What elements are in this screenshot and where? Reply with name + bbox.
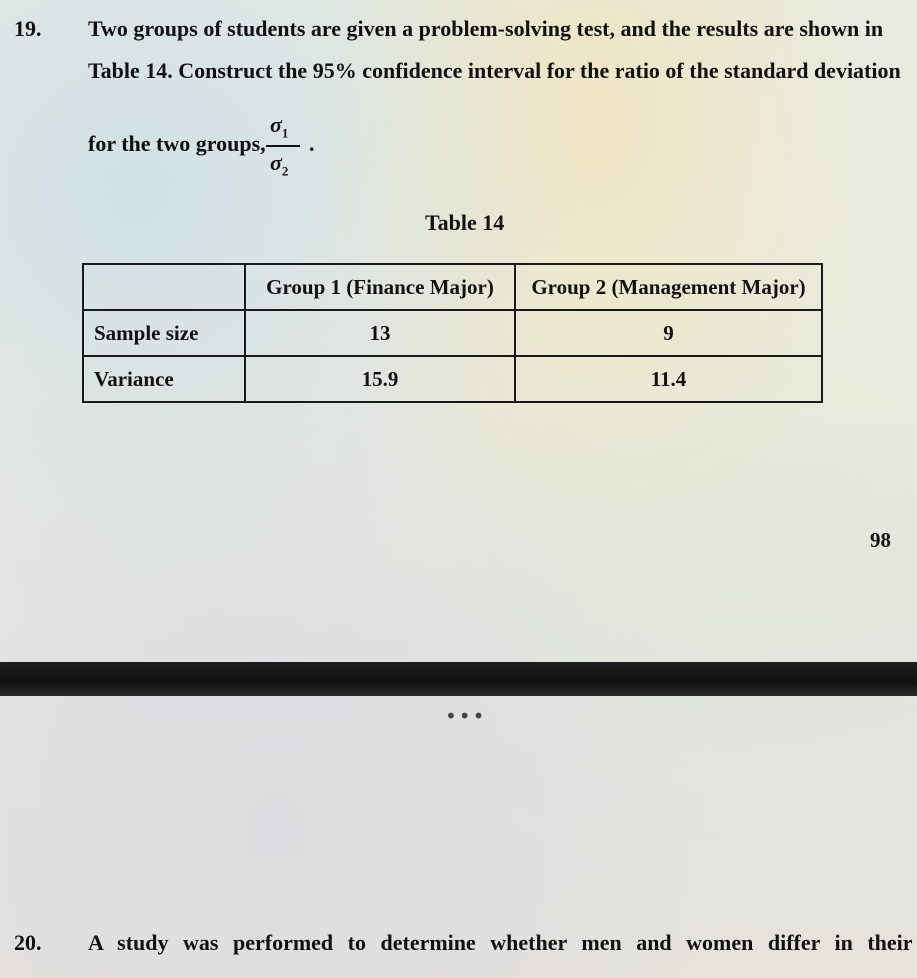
question-19-text-line-1: Two groups of students are given a problem-solving test, and the results are shown in — [88, 16, 884, 41]
row-label-variance: Variance — [83, 356, 245, 402]
table-caption: Table 14 — [425, 210, 505, 235]
fraction-denominator — [270, 150, 288, 179]
fraction-numerator — [270, 112, 288, 141]
row-label-sample-size: Sample size — [83, 310, 245, 356]
sentence-period: . — [309, 131, 315, 156]
group-statistics-table — [82, 263, 823, 403]
table-row — [83, 356, 822, 402]
cell-group-2-variance: 11.4 — [515, 356, 822, 402]
sigma-symbol: σ — [270, 112, 282, 137]
question-20-number: 20. — [14, 930, 42, 955]
subscript-2: 2 — [281, 163, 289, 179]
sigma-ratio-fraction — [264, 112, 304, 182]
table-header-cell-empty — [83, 264, 245, 310]
table-header-group-1: Group 1 (Finance Major) — [245, 264, 515, 310]
sigma-symbol: σ — [270, 150, 282, 175]
subscript-1: 1 — [281, 125, 289, 141]
table-header-row — [83, 264, 822, 310]
question-20-text-line-1: A study was performed to determine whether men and women differ in their — [88, 930, 913, 955]
question-19-text-line-2: Table 14. Construct the 95% confidence interval for the ratio of the standard deviation — [88, 58, 901, 83]
question-19-text-line-3: for the two groups, — [88, 131, 266, 156]
cell-group-1-variance: 15.9 — [245, 356, 515, 402]
more-options-icon[interactable]: ••• — [445, 704, 487, 728]
cell-group-1-sample-size: 13 — [245, 310, 515, 356]
page-number: 98 — [870, 528, 891, 552]
table-header-group-2: Group 2 (Management Major) — [515, 264, 822, 310]
fraction-bar — [266, 145, 300, 147]
page-break-divider — [0, 662, 917, 696]
cell-group-2-sample-size: 9 — [515, 310, 822, 356]
table-row — [83, 310, 822, 356]
question-19-number: 19. — [14, 16, 42, 41]
